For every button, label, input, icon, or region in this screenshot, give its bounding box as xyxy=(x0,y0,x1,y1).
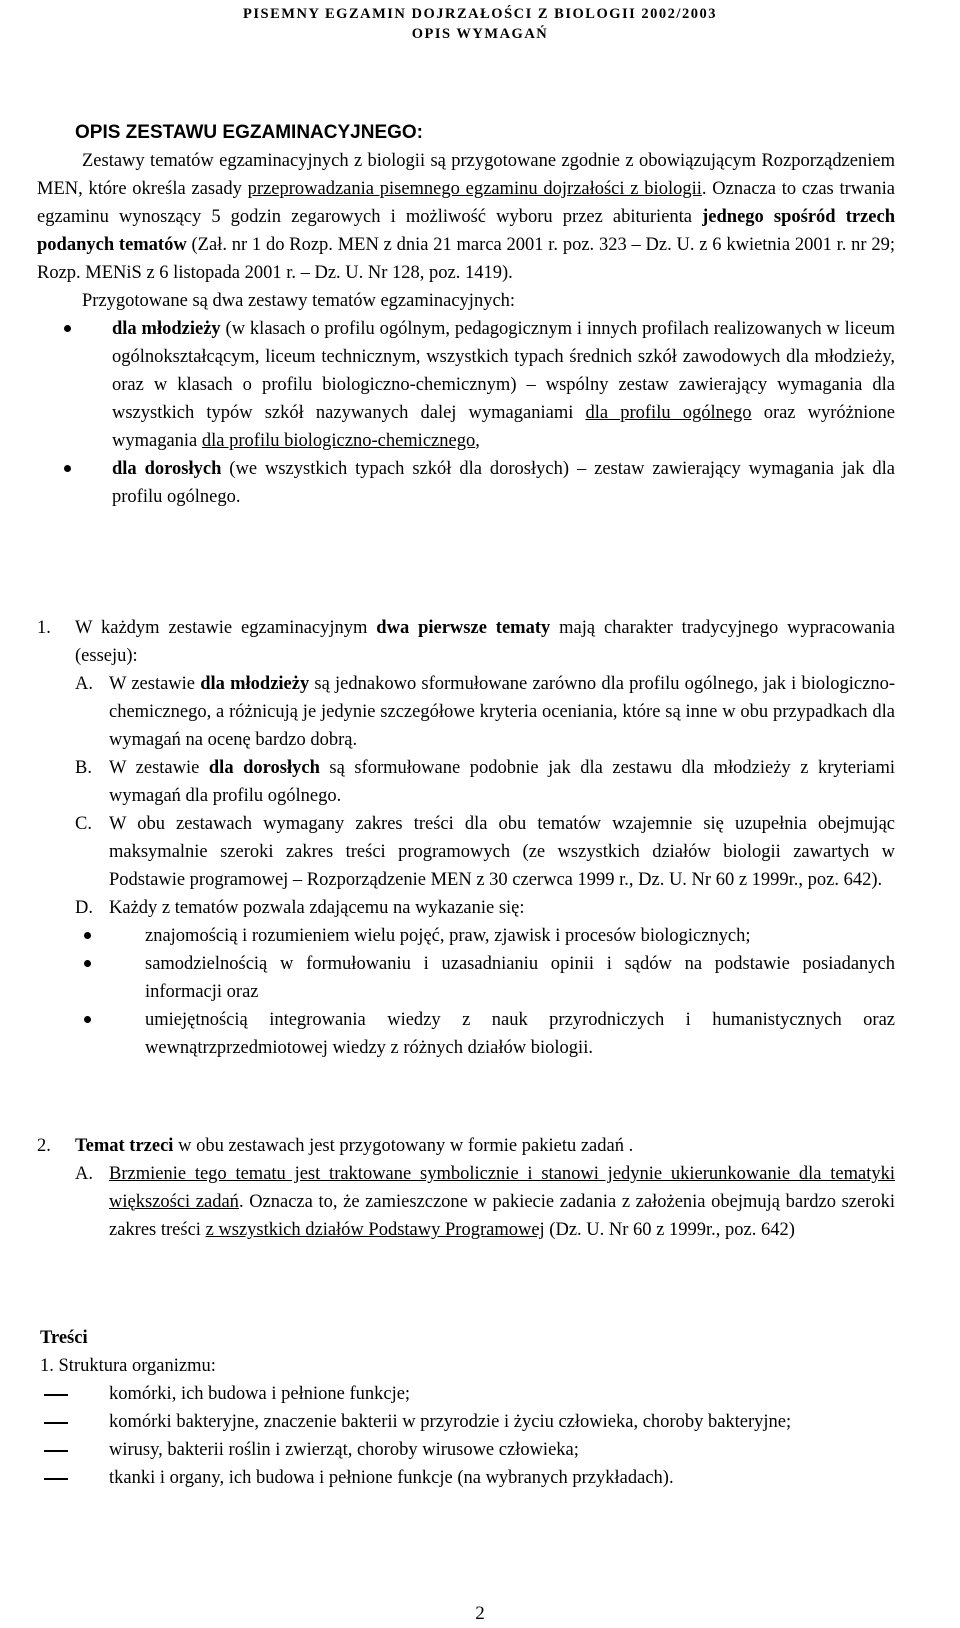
list-item xyxy=(75,922,895,950)
list-item xyxy=(37,1380,895,1408)
list-item xyxy=(37,1464,895,1492)
dash-icon xyxy=(44,1394,68,1396)
youth-text: (w klasach o profilu ogólnym, pedagogicznym i innych profilach realizowanych w liceum ogólnokształcącym, liceum technicznym, wszystkich typach średnich szkół zawodowych dla młodzieży, oraz w klasach o profilu biologiczno-chemicznym) – wspólny zestaw zawierający wymagania dla wszystkich typów szkół nazywanych dalej wymaganiami xyxy=(112,319,896,423)
item-d-label: D. xyxy=(75,898,93,918)
intro-bold: jednego spośród trzech podanych tematów xyxy=(37,207,895,255)
point-1-item-c xyxy=(75,810,895,894)
item-a-text-2: (Dz. U. Nr 60 z 1999r., poz. 642) xyxy=(544,1220,795,1240)
header-title: PISEMNY EGZAMIN DOJRZAŁOŚCI Z BIOLOGII 2002/2003 xyxy=(243,6,717,22)
item-b-text-2: są sformułowane podobnie jak dla zestawu dla młodzieży z kryteriami wymagań dla profilu ogólnego. xyxy=(109,758,895,806)
list-item-youth xyxy=(37,315,895,455)
list-item-text: samodzielnością w formułowaniu i uzasadnianiu opinii i sądów na podstawie posiadanych informacji oraz xyxy=(145,954,895,1002)
list-item xyxy=(37,1408,895,1436)
item-a-underlined-2: z wszystkich działów Podstawy Programowej xyxy=(205,1220,545,1240)
adults-text: (we wszystkich typach szkół dla dorosłych) – zestaw zawierający wymagania jak dla profilu ogólnego. xyxy=(112,459,896,507)
bullet-icon xyxy=(84,960,91,967)
intro-paragraph xyxy=(37,147,895,287)
intro-section xyxy=(37,147,895,511)
page-number: 2 xyxy=(475,1603,485,1624)
tresci-list xyxy=(37,1380,895,1492)
intro-lead: Przygotowane są dwa zestawy tematów egzaminacyjnych: xyxy=(82,291,516,311)
item-b-bold: dla dorosłych xyxy=(208,758,320,778)
bullet-icon xyxy=(84,1016,91,1023)
item-a-underlined-1: Brzmienie tego tematu jest traktowane symbolicznie i stanowi jedynie ukierunkowanie dla tematyki większości zadań xyxy=(109,1164,895,1212)
point-2-section xyxy=(37,1132,895,1244)
point-1-number: 1. xyxy=(37,618,51,638)
item-a-label: A. xyxy=(75,1164,93,1184)
tresci-heading: Treści xyxy=(40,1328,88,1348)
bullet-icon xyxy=(84,932,91,939)
item-b-text-1: W zestawie xyxy=(109,758,209,778)
item-a-text-2: są jednakowo sformułowane zarówno dla profilu ogólnego, jak i biologiczno-chemicznego, a różnicują je jedynie szczegółowe kryteria oceniania, które są inne w obu przypadkach dla wymagań na ocenę bardzo dobrą. xyxy=(109,674,896,750)
point-1-item-a xyxy=(75,670,895,754)
list-item-text: komórki, ich budowa i pełnione funkcje; xyxy=(109,1384,411,1404)
list-item-text: znajomością i rozumieniem wielu pojęć, praw, zjawisk i procesów biologicznych; xyxy=(145,926,751,946)
dash-icon xyxy=(44,1450,68,1452)
point-1-item-d xyxy=(75,894,895,922)
point-1-bold: dwa pierwsze tematy xyxy=(376,618,551,638)
item-b-label: B. xyxy=(75,758,92,778)
item-c-text: W obu zestawach wymagany zakres treści dla obu tematów wzajemnie się uzupełnia obejmując maksymalnie szeroki zakres treści programowych (ze wszystkich działów biologii zawartych w Podstawie programowej – Rozporządzenie MEN z 30 czerwca 1999 r., Dz. U. Nr 60 z 1999r., poz. 642). xyxy=(109,814,895,890)
youth-text-end: , xyxy=(475,431,480,451)
list-item-text: wirusy, bakterii roślin i zwierząt, choroby wirusowe człowieka; xyxy=(109,1440,579,1460)
list-item-text: komórki bakteryjne, znaczenie bakterii w przyrodzie i życiu człowieka, choroby bakteryjne; xyxy=(109,1412,792,1432)
intro-text-3: (Zał. nr 1 do Rozp. MEN z dnia 21 marca 2001 r. poz. 323 – Dz. U. z 6 kwietnia 2001 r. nr 29; Rozp. MENiS z 6 listopada 2001 r. – Dz. U. Nr 128, poz. 1419). xyxy=(37,235,895,283)
dash-icon xyxy=(44,1478,68,1480)
item-a-text-1: W zestawie xyxy=(109,674,201,694)
point-1-text-end: mają charakter tradycyjnego wypracowania (esseju): xyxy=(75,618,895,666)
list-item-text: tkanki i organy, ich budowa i pełnione funkcje (na wybranych przykładach). xyxy=(109,1468,674,1488)
header-subtitle: OPIS WYMAGAŃ xyxy=(411,26,549,42)
item-a-label: A. xyxy=(75,674,93,694)
tresci-section xyxy=(40,1324,895,1492)
youth-text-mid: oraz wyróżnione wymagania xyxy=(112,403,895,451)
dash-icon xyxy=(44,1422,68,1424)
point-2 xyxy=(37,1132,895,1160)
list-item xyxy=(37,1436,895,1464)
page-header xyxy=(0,4,960,44)
list-item-text: umiejętnością integrowania wiedzy z nauk przyrodniczych i humanistycznych oraz wewnątrzprzedmiotowej wiedzy z różnych działów biologii. xyxy=(145,1010,895,1058)
item-a-text-1: . Oznacza to, że zamieszczone w pakiecie zadania z założenia obejmują bardzo szeroki zakres treści xyxy=(109,1192,895,1240)
item-a-bold: dla młodzieży xyxy=(200,674,310,694)
point-1-subitems xyxy=(37,670,895,1062)
list-item-adults xyxy=(37,455,895,511)
point-2-subitems xyxy=(37,1160,895,1244)
intro-text-1: Zestawy tematów egzaminacyjnych z biologii są przygotowane zgodnie z obowiązującym Rozporządzeniem MEN, które określa zasady xyxy=(37,151,895,199)
intro-underlined: przeprowadzania pisemnego egzaminu dojrzałości z biologii xyxy=(247,179,702,199)
adults-label: dla dorosłych xyxy=(112,459,222,479)
bullet-icon xyxy=(64,325,71,332)
list-item xyxy=(75,1006,895,1062)
point-2-item-a xyxy=(75,1160,895,1244)
section-title: OPIS ZESTAWU EGZAMINACYJNEGO: xyxy=(75,122,424,143)
bullet-icon xyxy=(64,465,71,472)
item-c-label: C. xyxy=(75,814,92,834)
item-d-list xyxy=(75,922,895,1062)
youth-underlined-1: dla profilu ogólnego xyxy=(585,403,752,423)
youth-underlined-2: dla profilu biologiczno-chemicznego xyxy=(201,431,476,451)
point-1 xyxy=(37,614,895,670)
point-1-text: W każdym zestawie egzaminacyjnym xyxy=(75,618,377,638)
intro-text-2: . Oznacza to czas trwania egzaminu wynoszący 5 godzin zegarowych i możliwość wyboru przez abiturienta xyxy=(37,179,895,227)
youth-label: dla młodzieży xyxy=(112,319,221,339)
list-item xyxy=(75,950,895,1006)
tresci-subheading: 1. Struktura organizmu: xyxy=(40,1356,216,1376)
point-1-item-b xyxy=(75,754,895,810)
item-d-text: Każdy z tematów pozwala zdającemu na wykazanie się: xyxy=(109,898,525,918)
point-1-section xyxy=(37,614,895,1062)
point-2-number: 2. xyxy=(37,1136,51,1156)
point-2-bold: Temat trzeci xyxy=(75,1136,174,1156)
point-2-text: w obu zestawach jest przygotowany w formie pakietu zadań . xyxy=(173,1136,634,1156)
